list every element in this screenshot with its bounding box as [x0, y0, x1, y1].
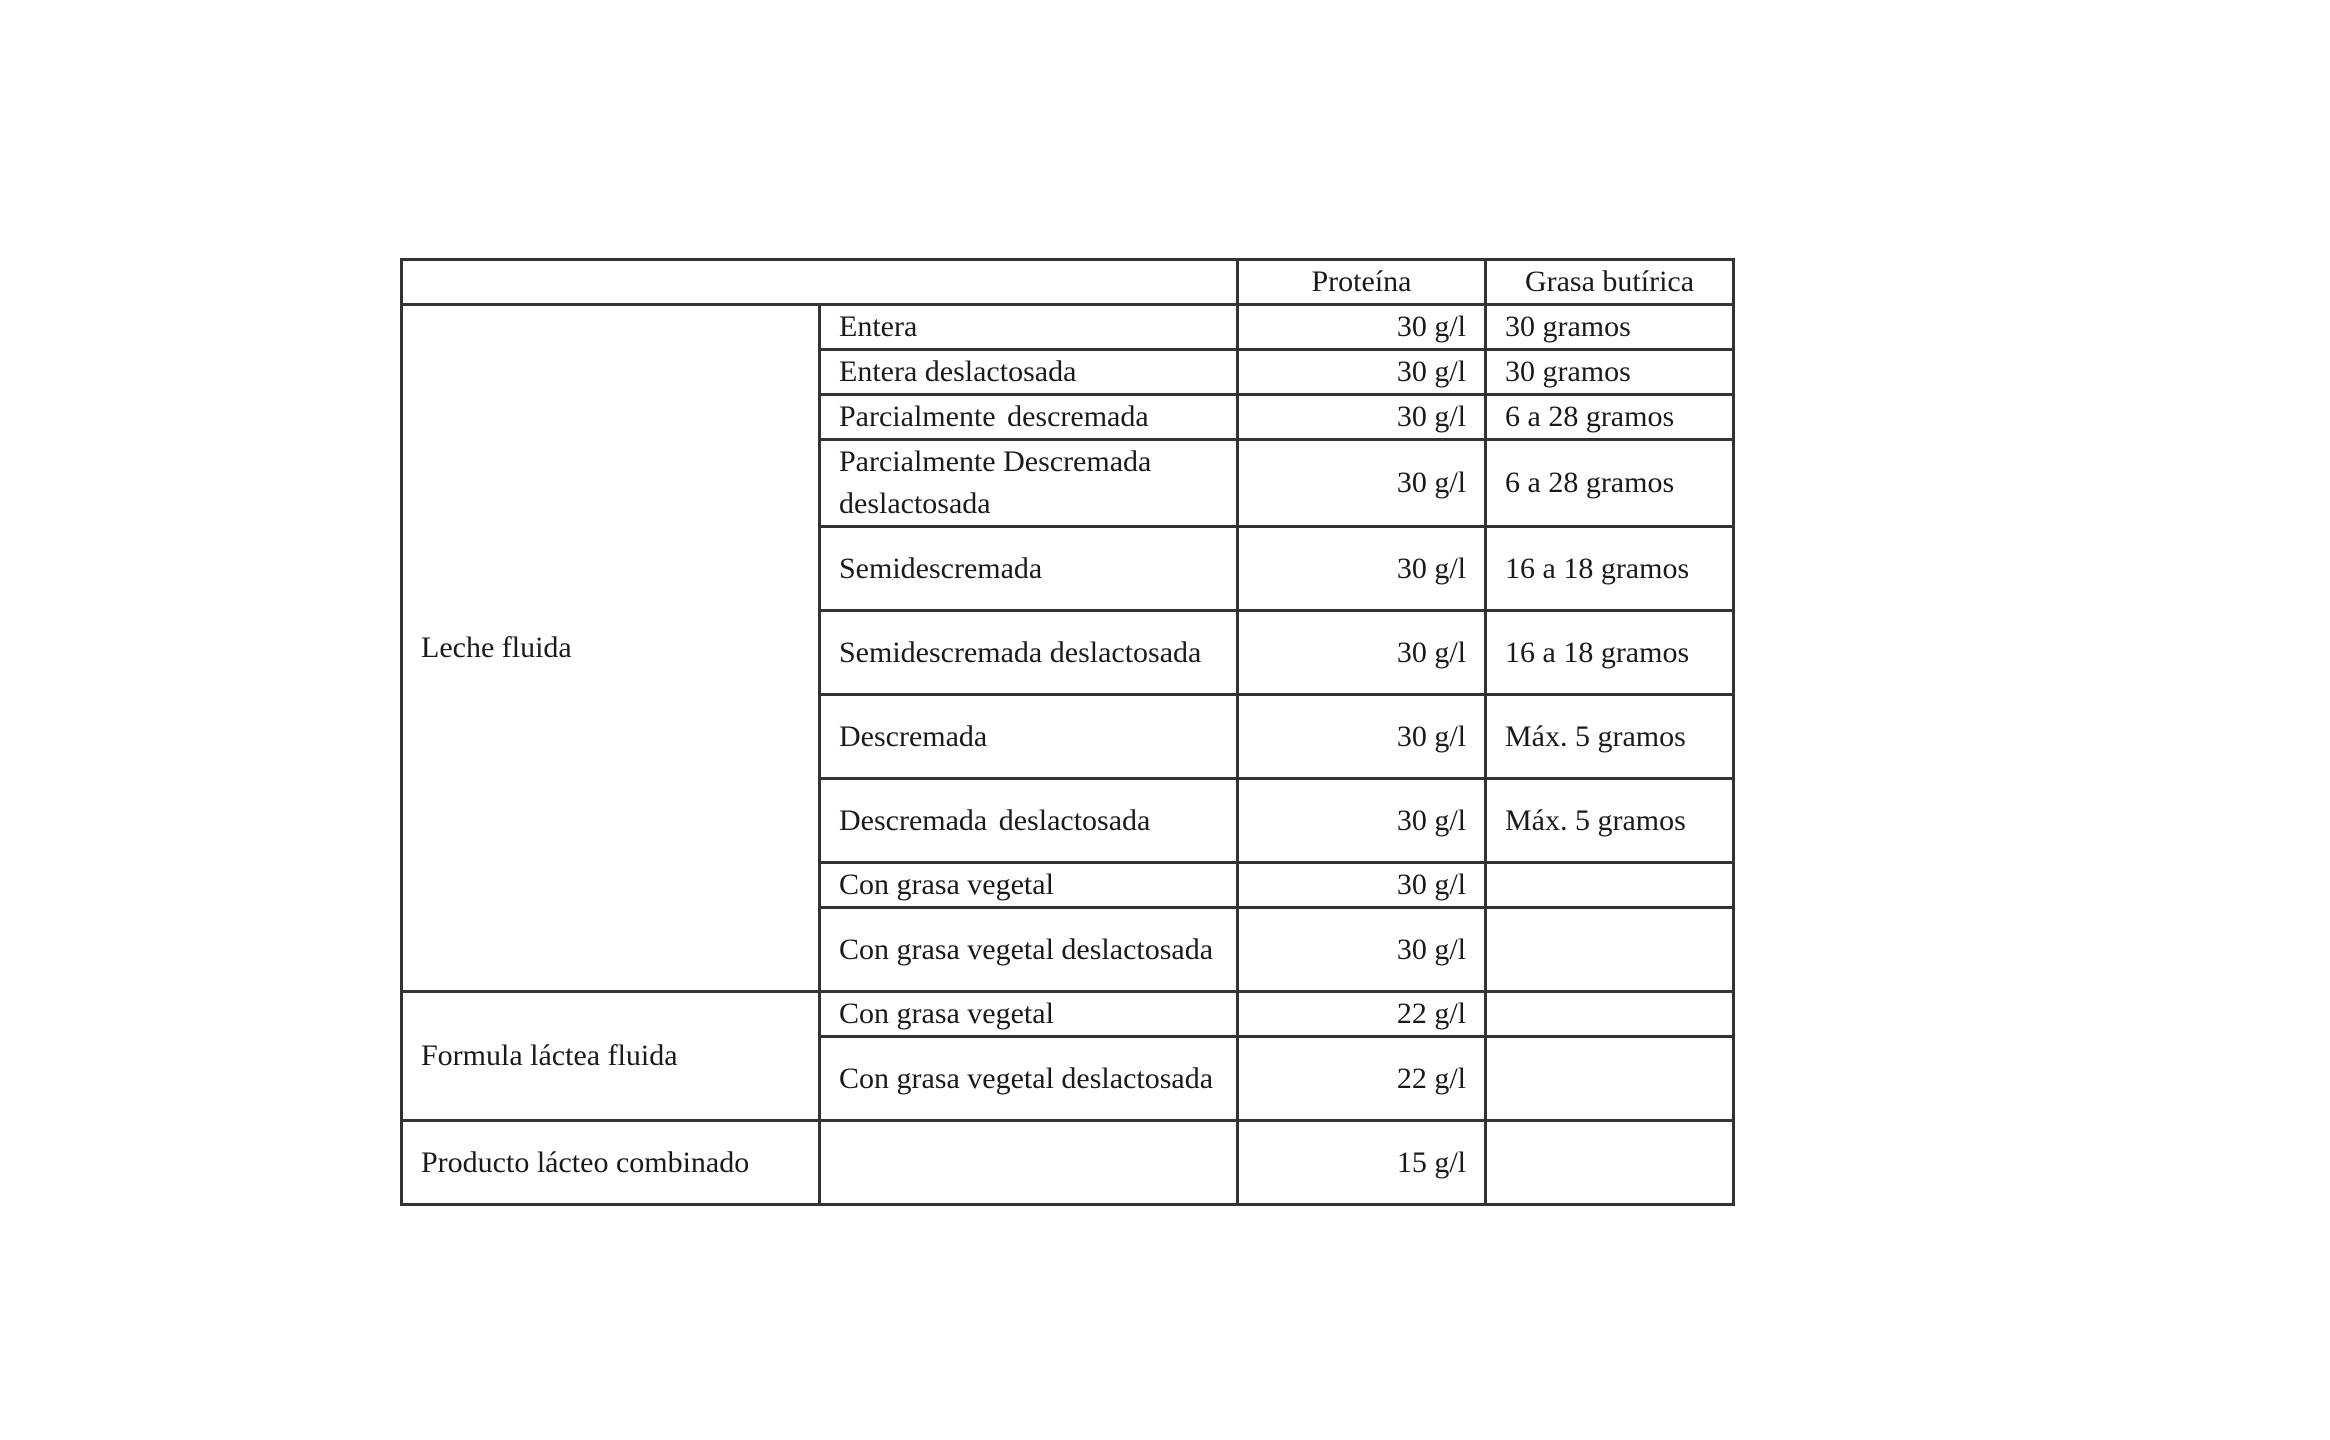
table-row: [402, 305, 1734, 350]
row-proteina: 30 g/l: [1238, 611, 1486, 695]
row-tipo: Entera deslactosada: [820, 350, 1238, 395]
row-grasa: 30 gramos: [1486, 350, 1734, 395]
row-proteina: 30 g/l: [1238, 695, 1486, 779]
row-grasa: 6 a 28 gramos: [1486, 395, 1734, 440]
group-formula-lactea: Formula láctea fluida: [402, 992, 820, 1121]
table-row: [402, 1121, 1734, 1205]
row-proteina: 15 g/l: [1238, 1121, 1486, 1205]
row-tipo: Entera: [820, 305, 1238, 350]
group-producto-lacteo: Producto lácteo combinado: [402, 1121, 820, 1205]
nutrition-table: [400, 258, 1735, 1206]
row-grasa: [1486, 1037, 1734, 1121]
row-tipo: Semidescremada deslactosada: [820, 611, 1238, 695]
row-grasa: Máx. 5 gramos: [1486, 779, 1734, 863]
header-proteina: Proteína: [1238, 260, 1486, 305]
row-grasa: [1486, 908, 1734, 992]
row-proteina: 22 g/l: [1238, 1037, 1486, 1121]
header-row: [402, 260, 1734, 305]
row-proteina: 30 g/l: [1238, 908, 1486, 992]
row-tipo: Parcialmente descremada: [820, 395, 1238, 440]
header-empty-cell: [402, 260, 1238, 305]
row-grasa: [1486, 863, 1734, 908]
row-proteina: 30 g/l: [1238, 779, 1486, 863]
row-proteina: 30 g/l: [1238, 350, 1486, 395]
row-tipo: Descremada deslactosada: [820, 779, 1238, 863]
row-proteina: 22 g/l: [1238, 992, 1486, 1037]
row-grasa: 30 gramos: [1486, 305, 1734, 350]
row-tipo: Descremada: [820, 695, 1238, 779]
row-grasa: 16 a 18 gramos: [1486, 527, 1734, 611]
row-tipo: Con grasa vegetal deslactosada: [820, 908, 1238, 992]
row-tipo: Parcialmente Descremada deslactosada: [820, 440, 1238, 527]
row-tipo: [820, 1121, 1238, 1205]
group-leche-fluida: Leche fluida: [402, 305, 820, 992]
row-tipo: Con grasa vegetal deslactosada: [820, 1037, 1238, 1121]
row-proteina: 30 g/l: [1238, 527, 1486, 611]
row-grasa: 6 a 28 gramos: [1486, 440, 1734, 527]
row-grasa: Máx. 5 gramos: [1486, 695, 1734, 779]
row-tipo: Semidescremada: [820, 527, 1238, 611]
row-proteina: 30 g/l: [1238, 305, 1486, 350]
row-grasa: [1486, 1121, 1734, 1205]
row-grasa: [1486, 992, 1734, 1037]
header-grasa: Grasa butírica: [1486, 260, 1734, 305]
row-tipo: Con grasa vegetal: [820, 992, 1238, 1037]
table-row: [402, 992, 1734, 1037]
row-proteina: 30 g/l: [1238, 863, 1486, 908]
row-tipo: Con grasa vegetal: [820, 863, 1238, 908]
row-proteina: 30 g/l: [1238, 395, 1486, 440]
row-proteina: 30 g/l: [1238, 440, 1486, 527]
row-grasa: 16 a 18 gramos: [1486, 611, 1734, 695]
